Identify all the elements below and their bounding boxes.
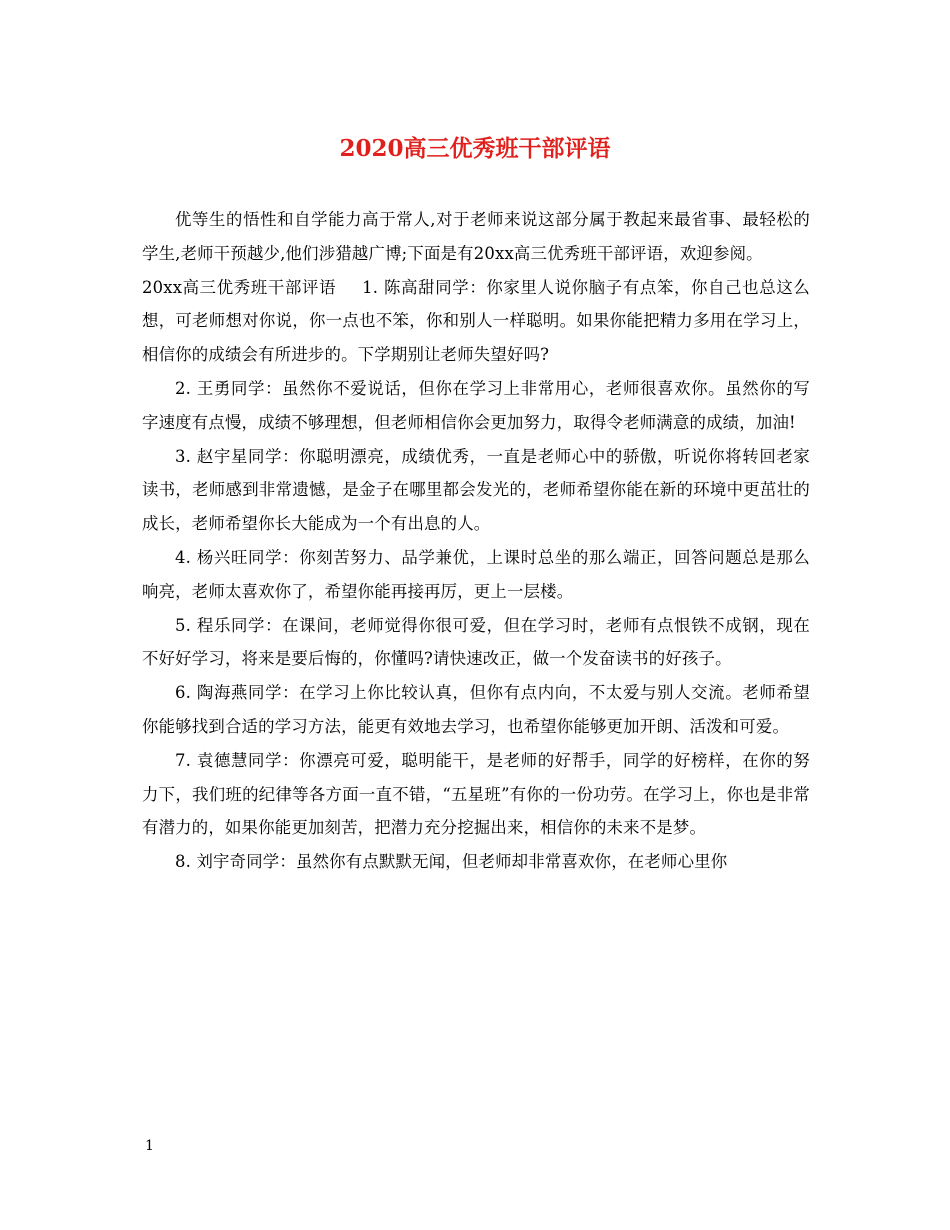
first-comment-paragraph (142, 271, 810, 372)
comment-paragraph: 5. 程乐同学：在课间，老师觉得你很可爱，但在学习时，老师有点恨铁不成钢，现在不好好学习，将来是要后悔的，你懂吗?请快速改正，做一个发奋读书的好孩子。 (142, 615, 810, 669)
section-heading: 20xx高三优秀班干部评语 (142, 277, 337, 297)
comment-text: 1. 陈高甜同学：你家里人说你脑子有点笨，你自己也总这么想，可老师想对你说，你一点也不笨，你和别人一样聪明。如果你能把精力多用在学习上，相信你的成绩会有所进步的。下学期别让老师失望好吗? (142, 277, 810, 365)
document-body (142, 203, 810, 879)
comment-paragraph: 4. 杨兴旺同学：你刻苦努力、品学兼优，上课时总坐的那么端正，回答问题总是那么响亮，老师太喜欢你了，希望你能再接再厉，更上一层楼。 (142, 547, 810, 601)
comment-paragraph: 8. 刘宇奇同学：虽然你有点默默无闻，但老师却非常喜欢你，在老师心里你 (175, 852, 728, 872)
document-title: 2020高三优秀班干部评语 (339, 135, 611, 162)
comment-paragraph: 2. 王勇同学：虽然你不爱说话，但你在学习上非常用心，老师很喜欢你。虽然你的写字速度有点慢，成绩不够理想，但老师相信你会更加努力，取得令老师满意的成绩，加油! (142, 378, 810, 432)
intro-paragraph: 优等生的悟性和自学能力高于常人,对于老师来说这部分属于教起来最省事、最轻松的学生,老师干预越少,他们涉猎越广博;下面是有20xx高三优秀班干部评语，欢迎参阅。 (142, 210, 810, 263)
comment-paragraph: 6. 陶海燕同学：在学习上你比较认真，但你有点内向，不太爱与别人交流。老师希望你能够找到合适的学习方法，能更有效地去学习，也希望你能够更加开朗、活泼和可爱。 (142, 683, 810, 736)
comment-paragraph: 3. 赵宇星同学：你聪明漂亮，成绩优秀，一直是老师心中的骄傲，听说你将转回老家读书，老师感到非常遗憾，是金子在哪里都会发光的，老师希望你能在新的环境中更茁壮的成长，老师希望你长大能成为一个有出息的人。 (142, 446, 810, 534)
comment-paragraph: 7. 袁德慧同学：你漂亮可爱，聪明能干，是老师的好帮手，同学的好榜样，在你的努力下，我们班的纪律等各方面一直不错，“五星班”有你的一份功劳。在学习上，你也是非常有潜力的，如果你能更加刻苦，把潜力充分挖掘出来，相信你的未来不是梦。 (142, 750, 810, 838)
page-number: 1 (145, 1138, 154, 1154)
